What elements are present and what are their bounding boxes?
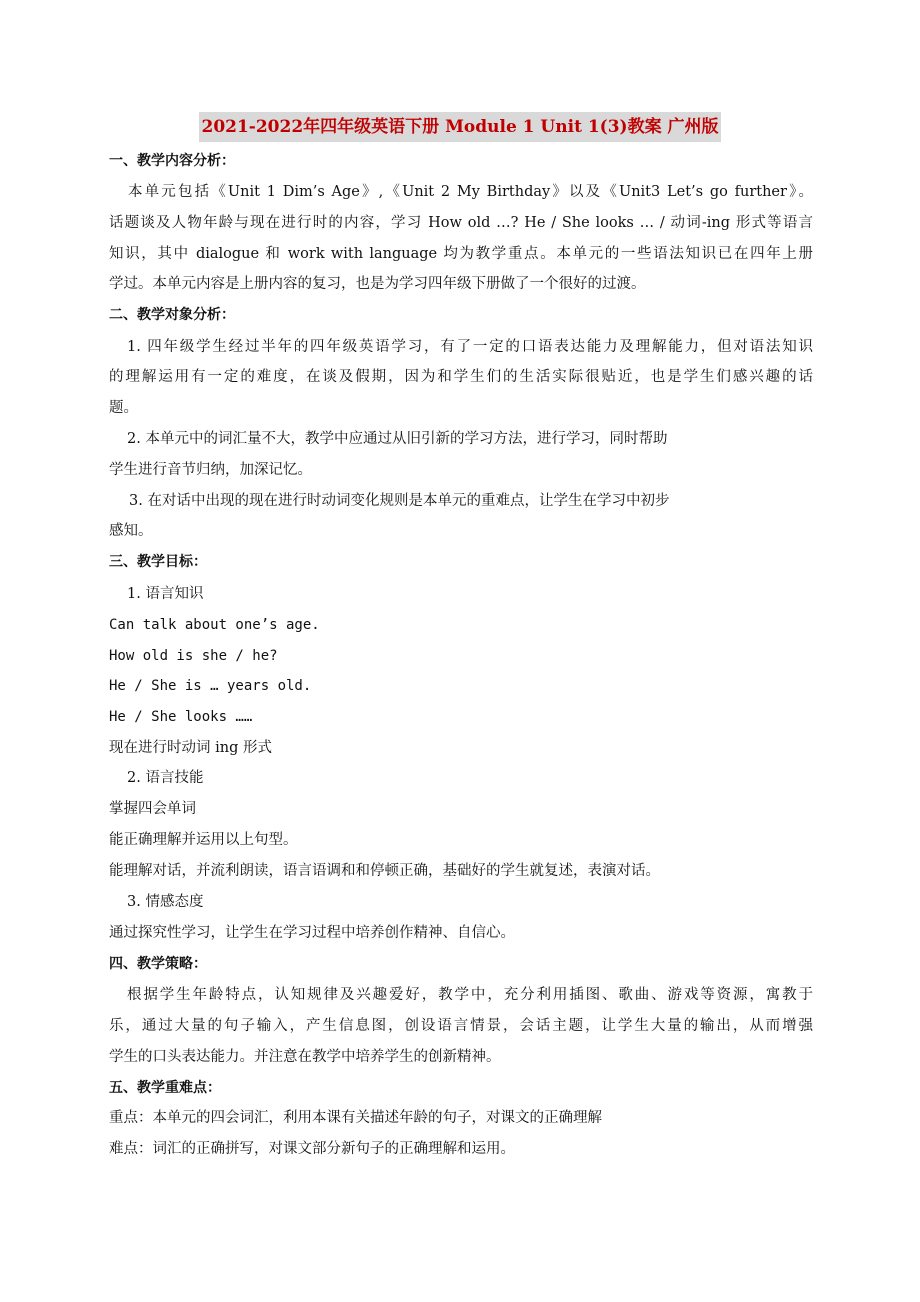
document-title bbox=[0, 112, 920, 142]
section-heading-4: 四、教学策略： bbox=[109, 956, 207, 972]
section-heading-3: 三、教学目标： bbox=[109, 554, 207, 570]
paragraph-line: 3. 在对话中出现的现在进行时动词变化规则是本单元的重难点，让学生在学习中初步 bbox=[129, 493, 670, 509]
paragraph-line: 乐，通过大量的句子输入，产生信息图，创设语言情景，会话主题，让学生大量的输出，从而增强 bbox=[109, 1018, 813, 1034]
subheading-language-skills: 2. 语言技能 bbox=[127, 770, 204, 786]
paragraph-line: 能正确理解并运用以上句型。 bbox=[109, 832, 298, 848]
paragraph-line: 题。 bbox=[109, 400, 138, 416]
paragraph-line: 1. 四年级学生经过半年的四年级英语学习，有了一定的口语表达能力及理解能力，但对语法知识 bbox=[127, 339, 813, 355]
paragraph-line: 知识，其中 dialogue 和 work with language 均为教学重点。本单元的一些语法知识已在四年上册 bbox=[109, 246, 813, 262]
subheading-attitude: 3. 情感态度 bbox=[127, 894, 204, 910]
example-sentence: Can talk about one’s age. bbox=[109, 617, 320, 633]
paragraph-line: 根据学生年龄特点，认知规律及兴趣爱好，教学中，充分利用插图、歌曲、游戏等资源，寓教于 bbox=[127, 987, 813, 1003]
paragraph-line: 2. 本单元中的词汇量不大，教学中应通过从旧引新的学习方法，进行学习，同时帮助 bbox=[127, 431, 668, 447]
paragraph-line: 本单元包括《Unit 1 Dim’s Age》,《Unit 2 My Birthday》以及《Unit3 Let’s go further》。 bbox=[128, 184, 813, 200]
example-sentence: He / She looks …… bbox=[109, 709, 253, 725]
paragraph-line: 话题谈及人物年龄与现在进行时的内容，学习 How old …? He / She looks … / 动词-ing 形式等语言 bbox=[109, 215, 813, 231]
paragraph-line: 现在进行时动词 ing 形式 bbox=[109, 740, 272, 756]
section-heading-5: 五、教学重难点： bbox=[109, 1080, 221, 1096]
paragraph-line: 的理解运用有一定的难度，在谈及假期，因为和学生们的生活实际很贴近，也是学生们感兴趣的话 bbox=[109, 369, 813, 385]
paragraph-line: 能理解对话，并流利朗读，语言语调和和停顿正确，基础好的学生就复述，表演对话。 bbox=[109, 863, 660, 879]
paragraph-line: 学生的口头表达能力。并注意在教学中培养学生的创新精神。 bbox=[109, 1049, 501, 1065]
example-sentence: How old is she / he? bbox=[109, 648, 278, 664]
paragraph-line: 难点：词汇的正确拼写，对课文部分新句子的正确理解和运用。 bbox=[109, 1141, 515, 1157]
paragraph-line: 重点：本单元的四会词汇，利用本课有关描述年龄的句子，对课文的正确理解 bbox=[109, 1110, 602, 1126]
paragraph-line: 感知。 bbox=[109, 523, 153, 539]
section-heading-2: 二、教学对象分析： bbox=[109, 307, 235, 323]
section-heading-1: 一、教学内容分析： bbox=[109, 153, 235, 169]
example-sentence: He / She is … years old. bbox=[109, 678, 312, 694]
title-text: 2021-2022年四年级英语下册 Module 1 Unit 1(3)教案 广州版 bbox=[199, 112, 720, 142]
paragraph-line: 学生进行音节归纳，加深记忆。 bbox=[109, 462, 312, 478]
paragraph-line: 掌握四会单词 bbox=[109, 801, 196, 817]
subheading-language-knowledge: 1. 语言知识 bbox=[127, 586, 204, 602]
paragraph-line: 通过探究性学习，让学生在学习过程中培养创作精神、自信心。 bbox=[109, 925, 515, 941]
paragraph-line: 学过。本单元内容是上册内容的复习，也是为学习四年级下册做了一个很好的过渡。 bbox=[109, 276, 646, 292]
